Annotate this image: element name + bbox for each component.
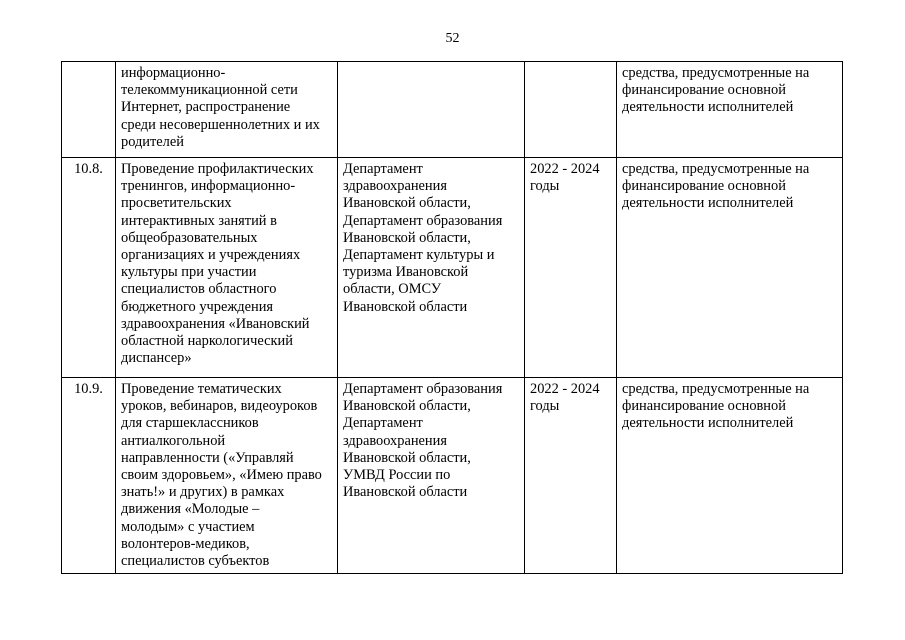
table-row (62, 378, 843, 574)
period-cell (525, 378, 617, 574)
funding-text: средства, предусмотренные на финансирование основной деятельности исполнителей (622, 381, 810, 432)
period-text: 2022 - 2024 годы (530, 161, 600, 195)
event-cell (116, 378, 338, 574)
row-number: 10.8. (74, 161, 103, 177)
funding-cell (617, 378, 843, 574)
event-text: Проведение тематических уроков, вебинаров, видеоуроков для старшеклассников антиалкогольной направленности («Управляй своим здоровьем», «Имею право знать!» и других) в рамках движения «Молодые – молодым» с участием волонтеров-медиков, специалистов субъектов (121, 381, 322, 570)
executors-cell (338, 158, 525, 378)
period-cell (525, 158, 617, 378)
table-row (62, 62, 843, 158)
executors-cell (338, 62, 525, 158)
funding-cell (617, 62, 843, 158)
event-text: информационно- телекоммуникационной сети Интернет, распространение среди несовершеннолетних и их родителей (121, 65, 320, 150)
period-cell (525, 62, 617, 158)
event-cell (116, 62, 338, 158)
executors-cell (338, 378, 525, 574)
funding-text: средства, предусмотренные на финансирование основной деятельности исполнителей (622, 161, 810, 212)
table-row (62, 158, 843, 378)
executors-text: Департамент здравоохранения Ивановской области, Департамент образования Ивановской области, Департамент культуры и туризма Ивановской области, ОМСУ Ивановской области (343, 161, 503, 315)
executors-text: Департамент образования Ивановской области, Департамент здравоохранения Ивановской области, УМВД России по Ивановской области (343, 381, 503, 501)
page-number: 52 (445, 31, 460, 46)
row-number: 10.9. (74, 381, 103, 397)
row-number-cell (62, 62, 116, 158)
row-number-cell (62, 378, 116, 574)
period-text: 2022 - 2024 годы (530, 381, 600, 415)
event-cell (116, 158, 338, 378)
measures-table (61, 61, 843, 574)
funding-text: средства, предусмотренные на финансирование основной деятельности исполнителей (622, 65, 810, 116)
funding-cell (617, 158, 843, 378)
event-text: Проведение профилактических тренингов, информационно- просветительских интерактивных занятий в общеобразовательных организациях и учреждениях культуры при участии специалистов областного бюджетного учреждения здравоохранения «Ивановский областной наркологический диспансер» (121, 161, 314, 367)
row-number-cell (62, 158, 116, 378)
